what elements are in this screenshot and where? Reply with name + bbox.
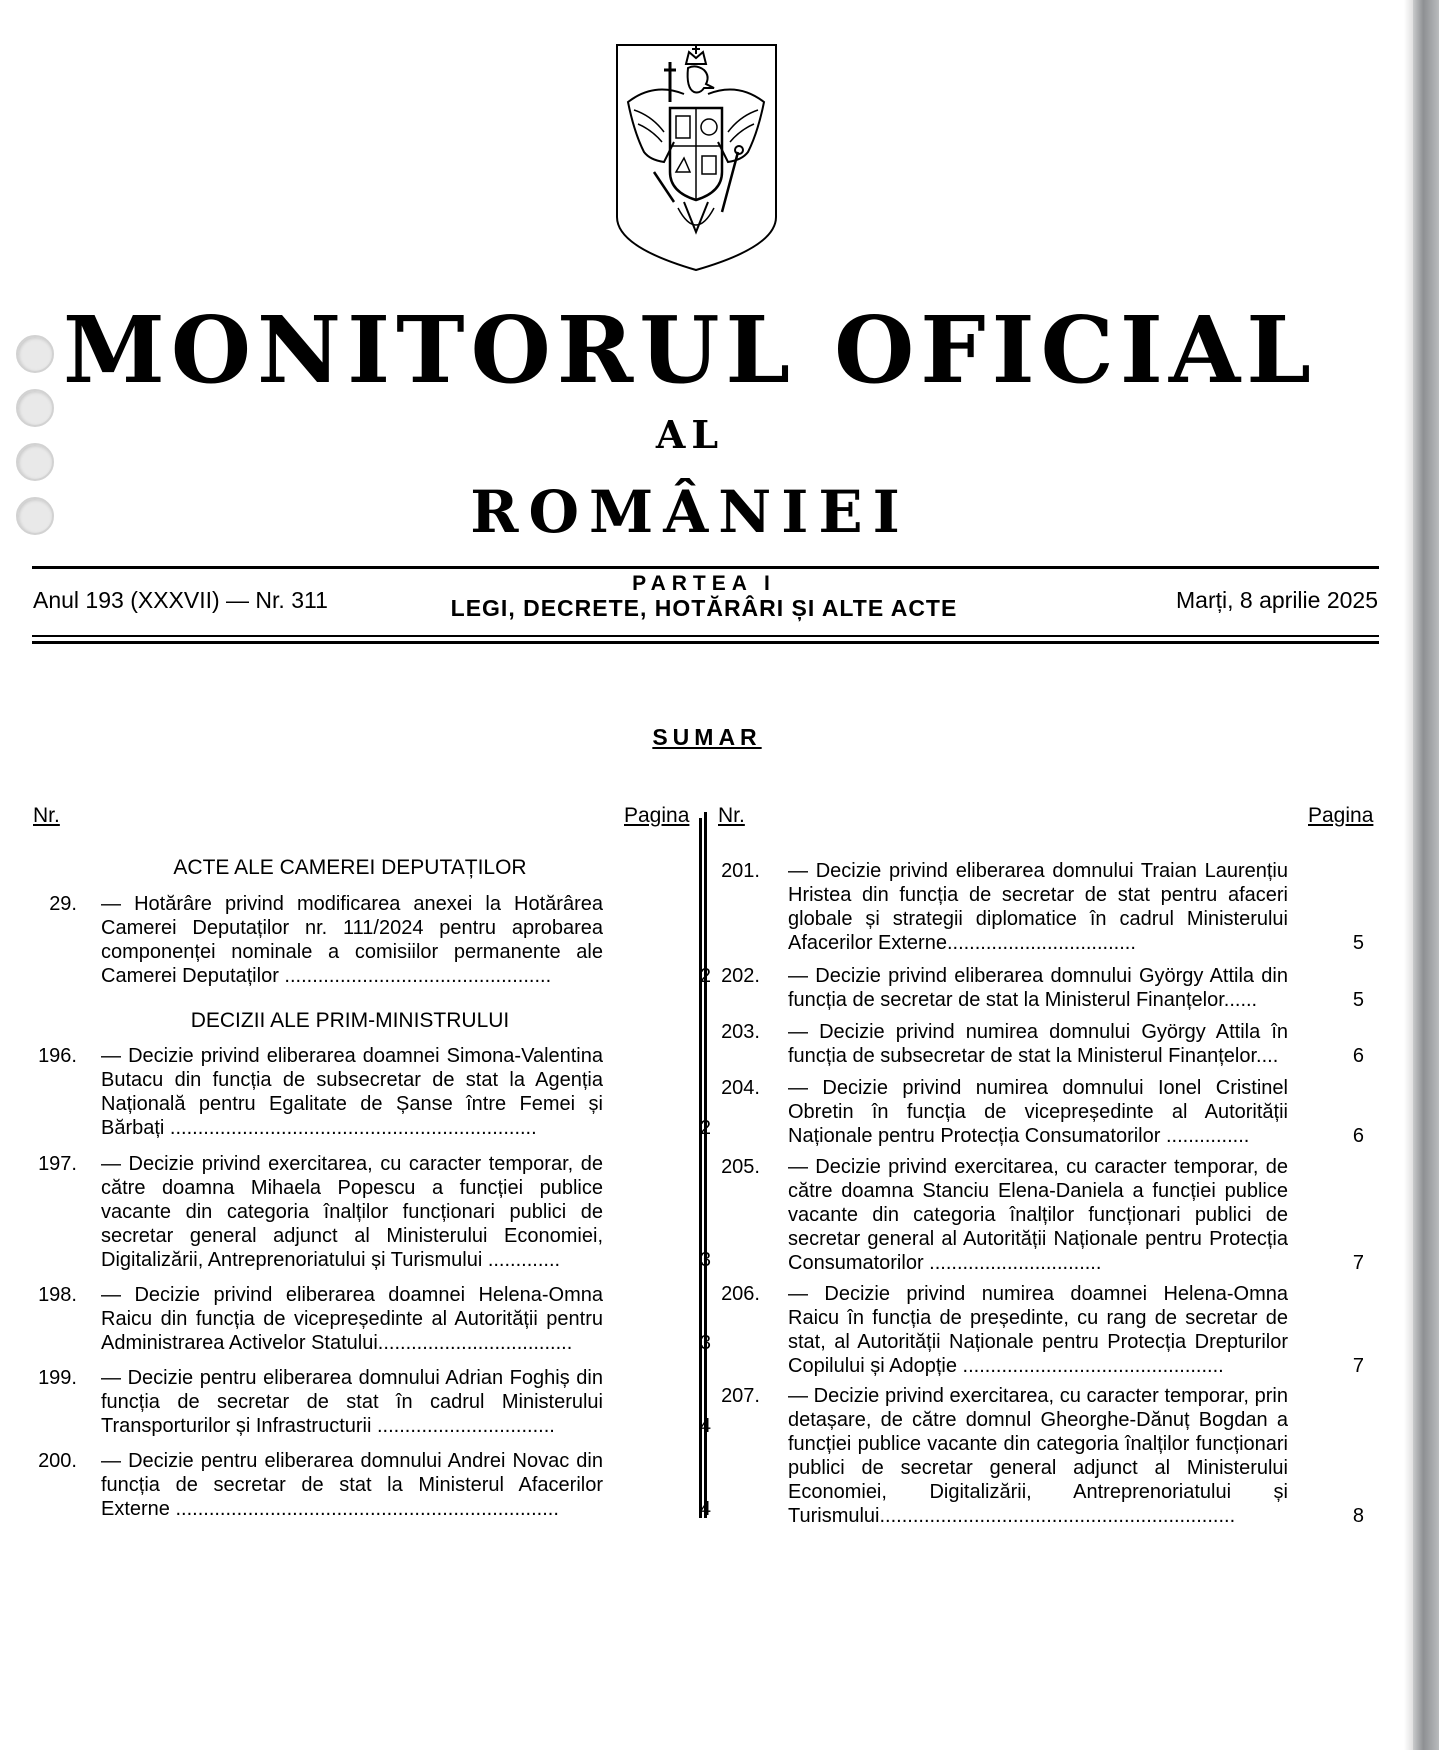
summary-entry[interactable] (716, 1020, 1376, 1068)
page-edge (1413, 0, 1439, 1750)
column-header-nr: Nr. (33, 804, 60, 827)
summary-entry[interactable] (716, 964, 1376, 1012)
entry-number: 196. (38, 1045, 77, 1067)
summary-entry[interactable] (33, 1152, 723, 1272)
summary-entry[interactable] (716, 1282, 1376, 1378)
summary-title: SUMAR (652, 724, 762, 750)
publication-title: MONITORUL OFICIAL (63, 296, 1317, 404)
header-rule-bottom-2 (32, 641, 1379, 644)
header-rule-top (32, 566, 1379, 569)
summary-entry[interactable] (716, 1076, 1376, 1148)
section-heading: ACTE ALE CAMEREI DEPUTAȚILOR (173, 856, 527, 879)
entry-page: 2 (699, 1117, 711, 1139)
entry-number: 204. (721, 1077, 760, 1099)
entry-title: — Decizie pentru eliberarea domnului Andrei Novac din funcția de secretar de stat la Ministerul Afacerilor Externe ..................................................................... (101, 1450, 603, 1520)
summary-entry[interactable] (716, 1384, 1376, 1528)
entry-title: — Decizie privind exercitarea, cu caracter temporar, de către doamna Stanciu Elena-Daniela a funcției publice vacante din categoria înalților funcționari publici de secretar general al Autorității Naționale pentru Protecția Consumatorilor ............................... (788, 1156, 1288, 1274)
entry-page: 6 (1352, 1045, 1364, 1067)
part-heading (400, 573, 1008, 621)
summary-entry[interactable] (33, 1283, 723, 1355)
entry-page: 4 (699, 1415, 711, 1437)
entry-title: — Decizie privind numirea doamnei Helena-Omna Raicu în funcția de președinte, cu rang de secretar de stat, al Autorității Naționale pentru Protecția Drepturilor Copilului și Adopție ............................................... (788, 1283, 1288, 1377)
entry-title: — Decizie privind numirea domnului György Attila în funcția de subsecretar de stat la Ministerul Finanțelor.... (788, 1021, 1288, 1067)
publication-title-country: ROMÂNIEI (470, 478, 910, 546)
part-subtitle: LEGI, DECRETE, HOTĂRÂRI ȘI ALTE ACTE (450, 595, 958, 621)
entry-page: 7 (1352, 1355, 1364, 1377)
entry-title: — Decizie privind numirea domnului Ionel Cristinel Obretin în funcția de vicepreședinte al Autorității Naționale pentru Protecția Consumatorilor ............... (788, 1077, 1288, 1147)
entry-number: 200. (38, 1450, 77, 1472)
entry-number: 197. (38, 1153, 77, 1175)
entry-number: 207. (721, 1385, 760, 1407)
entry-title: — Hotărâre privind modificarea anexei la Hotărârea Camerei Deputaților nr. 111/2024 pentru aprobarea componenței nominale a comisiilor permanente ale Camerei Deputaților ................................................ (101, 893, 603, 987)
entry-title: — Decizie privind eliberarea domnului Traian Laurențiu Hristea din funcția de secretar de stat pentru afaceri globale și strategii diplomatice în cadrul Ministerului Afacerilor Externe.................................. (788, 860, 1288, 954)
entry-title: — Decizie privind eliberarea domnului György Attila din funcția de secretar de stat la Ministerul Finanțelor...... (788, 965, 1288, 1011)
entry-page: 6 (1352, 1125, 1364, 1147)
entry-number: 206. (721, 1283, 760, 1305)
page-edge-shadow (1404, 0, 1413, 1750)
column-header-nr: Nr. (718, 804, 745, 827)
entry-page: 2 (699, 965, 711, 987)
entry-page: 5 (1352, 989, 1364, 1011)
entry-number: 205. (721, 1156, 760, 1178)
section-heading: DECIZII ALE PRIM-MINISTRULUI (190, 1009, 510, 1032)
entry-page: 8 (1352, 1505, 1364, 1527)
entry-number: 202. (721, 965, 760, 987)
part-label: PARTEA I (632, 572, 776, 595)
header-rule-bottom-1 (32, 635, 1379, 637)
entry-number: 29. (49, 893, 77, 915)
entry-number: 199. (38, 1367, 77, 1389)
summary-entry[interactable] (716, 859, 1376, 955)
summary-entry[interactable] (716, 1155, 1376, 1275)
summary-entry[interactable] (33, 1449, 723, 1521)
column-header-page: Pagina (1308, 804, 1374, 827)
entry-title: — Decizie privind exercitarea, cu caracter temporar, de către doamna Mihaela Popescu a funcției publice vacante din categoria înalților funcționari publici de secretar general adjunct al Ministerului Economiei, Digitalizării, Antreprenoriatului și Turismului ............. (101, 1153, 603, 1271)
column-header-page: Pagina (624, 804, 690, 827)
entry-title: — Decizie privind eliberarea doamnei Helena-Omna Raicu din funcția de vicepreședinte al Autorității pentru Administrarea Activelor Statului................................... (101, 1284, 603, 1354)
issue-number: Anul 193 (XXXVII) — Nr. 311 (33, 587, 328, 613)
entry-title: — Decizie privind exercitarea, cu caracter temporar, prin detașare, de către domnul Gheorghe-Dănuț Bogdan a funcției publice vacante din categoria înalților funcționari publici de secretar general adjunct al Ministerului Economiei, Digitalizării, Antreprenoriatului și Turismului................................................................ (788, 1385, 1288, 1527)
entry-title: — Decizie pentru eliberarea domnului Adrian Foghiș din funcția de secretar de stat în cadrul Ministerului Transporturilor și Infrastructurii ................................ (101, 1367, 603, 1437)
romanian-coat-of-arms-icon (614, 42, 779, 272)
entry-page: 4 (699, 1498, 711, 1520)
entry-page: 3 (699, 1249, 711, 1271)
entry-number: 203. (721, 1021, 760, 1043)
entry-page: 7 (1352, 1252, 1364, 1274)
publication-title-al: AL (655, 412, 725, 457)
summary-entry[interactable] (33, 1044, 723, 1140)
entry-page: 3 (699, 1332, 711, 1354)
entry-number: 201. (721, 860, 760, 882)
summary-entry[interactable] (33, 892, 723, 988)
entry-page: 5 (1352, 932, 1364, 954)
entry-number: 198. (38, 1284, 77, 1306)
issue-date: Marți, 8 aprilie 2025 (1176, 587, 1378, 613)
summary-entry[interactable] (33, 1366, 723, 1438)
entry-title: — Decizie privind eliberarea doamnei Simona-Valentina Butacu din funcția de subsecretar de stat la Agenția Națională pentru Egalitate de Șanse între Femei și Bărbați .................................................................. (101, 1045, 603, 1139)
